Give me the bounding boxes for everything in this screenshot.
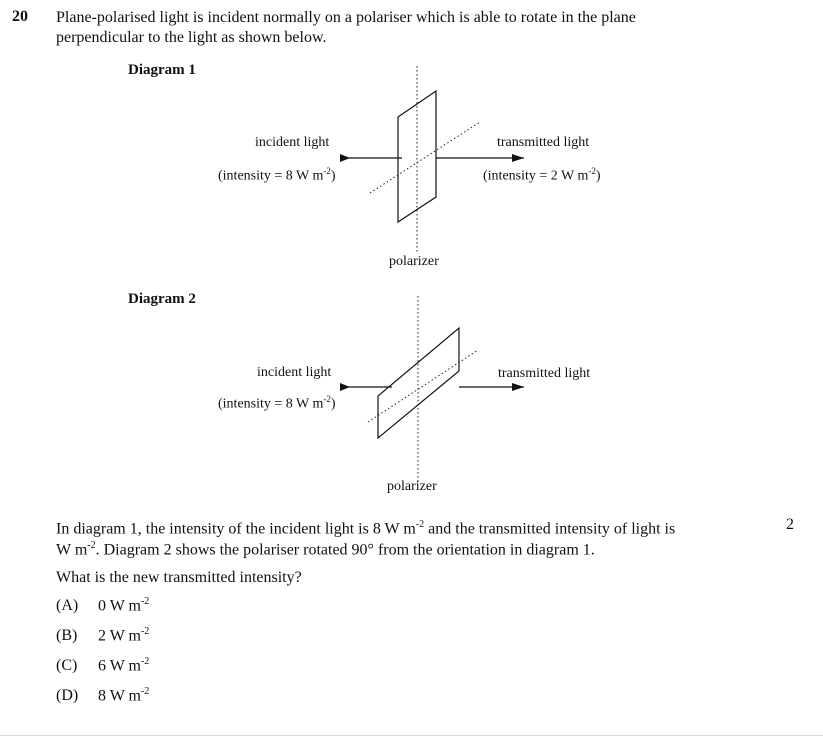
diagram-1-incident-intensity (218, 166, 336, 185)
diagram-1-incident-intensity-text: (intensity = 8 W m (218, 168, 324, 184)
diagram-2-transmitted-arrowhead (512, 383, 524, 391)
paragraph-line-1-a: In diagram 1, the intensity of the incident light is 8 W m (56, 520, 416, 538)
diagram-2-graphic (340, 296, 524, 482)
option-d-exponent: -2 (140, 686, 150, 697)
option-b[interactable] (56, 626, 149, 645)
option-c[interactable] (56, 656, 149, 675)
option-d-letter: (D) (56, 687, 79, 705)
option-b-letter: (B) (56, 627, 78, 645)
paragraph-line-2-b: . Diagram 2 shows the polariser rotated 90° from the orientation in diagram 1. (95, 541, 595, 559)
option-c-value: 6 W m (98, 657, 141, 675)
paragraph-line-2 (56, 535, 595, 560)
option-a-letter: (A) (56, 597, 79, 615)
bottom-divider (0, 735, 823, 736)
option-b-exponent: -2 (140, 626, 150, 637)
diagram-1-graphic (340, 66, 524, 252)
diagram-2-incident-intensity-text: (intensity = 8 W m (218, 396, 324, 412)
option-a-value: 0 W m (98, 597, 141, 615)
diagram-1-transmitted-exponent: -2 (588, 166, 596, 176)
diagram-2-incident-intensity (218, 394, 336, 413)
option-a-exponent: -2 (140, 596, 150, 607)
diagram-1-incident-arrowhead (340, 154, 350, 162)
diagram-1-transmitted-label: transmitted light (497, 135, 590, 150)
diagram-2-polarizer-label: polarizer (387, 479, 437, 494)
option-d-value: 8 W m (98, 687, 141, 705)
diagram-1-transmitted-arrowhead (512, 154, 524, 162)
diagram-1-transmitted-close: ) (595, 168, 601, 184)
diagram-2-transmitted-label: transmitted light (498, 366, 591, 381)
diagram-1-incident-label: incident light (255, 135, 330, 150)
diagram-1-transmitted-intensity (483, 166, 601, 185)
question-prompt: What is the new transmitted intensity? (56, 569, 302, 586)
diagram-2-incident-exponent: -2 (323, 394, 331, 404)
option-b-value: 2 W m (98, 627, 141, 645)
paragraph-line-1-tail: 2 (786, 516, 794, 533)
diagram-2-incident-arrowhead (340, 383, 350, 391)
option-d[interactable] (56, 686, 149, 705)
diagram-2-title: Diagram 2 (128, 291, 196, 307)
paragraph-line-2-a: W m (56, 541, 88, 559)
paragraph-line-1-exponent: -2 (415, 519, 425, 530)
diagram-1-title: Diagram 1 (128, 62, 196, 78)
diagram-2-incident-close: ) (330, 396, 336, 412)
diagram-1-polarizer-label: polarizer (389, 254, 439, 269)
diagram-1-transmitted-intensity-text: (intensity = 2 W m (483, 168, 589, 184)
paragraph-line-1-b: and the transmitted intensity of light is (424, 520, 676, 538)
paragraph-line-2-exponent: -2 (87, 540, 96, 551)
question-number: 20 (12, 8, 28, 25)
option-a[interactable] (56, 596, 149, 615)
stem-line-1: Plane-polarised light is incident normally on a polariser which is able to rotate in the plane (56, 9, 636, 26)
option-c-exponent: -2 (140, 656, 150, 667)
stem-line-2: perpendicular to the light as shown below. (56, 29, 327, 46)
diagram-2-oblique-axis (368, 350, 478, 422)
diagram-1-incident-exponent: -2 (323, 166, 331, 176)
option-c-letter: (C) (56, 657, 78, 675)
diagram-2-incident-label: incident light (257, 365, 332, 380)
diagram-1-incident-close: ) (330, 168, 336, 184)
